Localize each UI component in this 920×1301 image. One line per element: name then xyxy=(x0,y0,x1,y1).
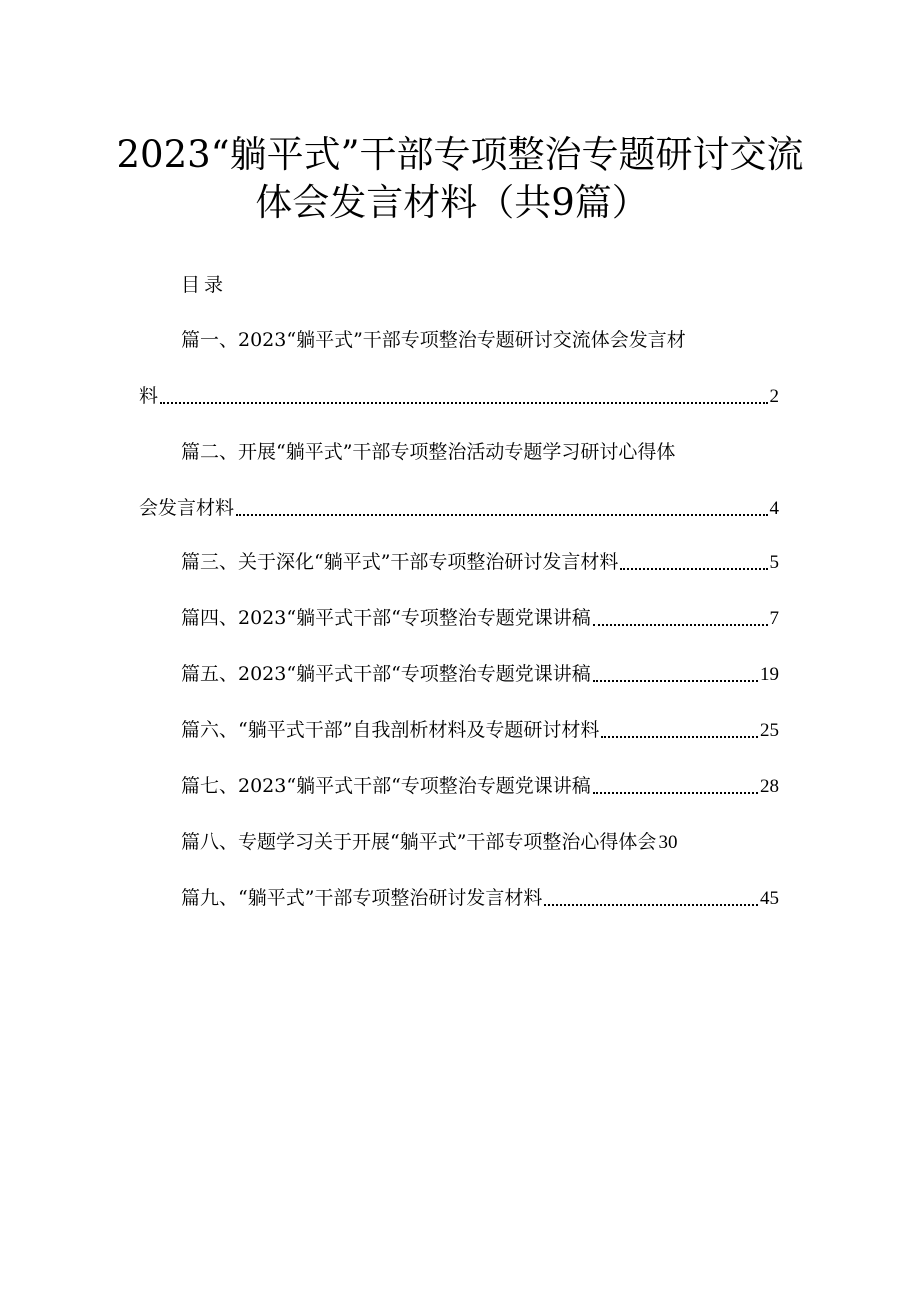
toc-entry-1-line-1[interactable]: 篇一、2023“躺平式”干部专项整治专题研讨交流体会发言材 xyxy=(181,329,686,351)
toc-entry-9[interactable] xyxy=(181,885,779,912)
toc-entry-label: 篇七、2023“躺平式干部“专项整治专题党课讲稿 xyxy=(181,775,591,797)
dot-leader xyxy=(620,568,767,570)
dot-leader xyxy=(593,792,758,794)
toc-page-number: 5 xyxy=(769,552,779,573)
document-title-line-2: 体会发言材料（共9篇） xyxy=(255,181,649,224)
toc-entry-8[interactable] xyxy=(181,829,677,856)
toc-page-number: 30 xyxy=(658,832,678,853)
toc-page-number: 2 xyxy=(769,386,779,407)
dot-leader xyxy=(593,624,768,626)
toc-page-number: 7 xyxy=(769,608,779,629)
toc-entry-5[interactable] xyxy=(181,661,779,688)
toc-entry-7[interactable] xyxy=(181,773,779,800)
toc-entry-label: 会发言材料 xyxy=(139,497,235,519)
toc-entry-label: 篇三、关于深化“躺平式”干部专项整治研讨发言材料 xyxy=(181,551,619,573)
toc-entry-2-line-2[interactable] xyxy=(139,495,779,522)
toc-entry-label: 篇四、2023“躺平式干部“专项整治专题党课讲稿 xyxy=(181,607,591,629)
dot-leader xyxy=(544,904,758,906)
toc-entry-6[interactable] xyxy=(181,717,779,744)
toc-heading: 目录 xyxy=(181,274,228,296)
toc-entry-2-line-1[interactable]: 篇二、开展“躺平式”干部专项整治活动专题学习研讨心得体 xyxy=(181,441,676,463)
toc-page-number: 28 xyxy=(760,776,779,797)
dot-leader xyxy=(160,402,767,404)
toc-entry-1-line-2[interactable] xyxy=(139,383,779,410)
toc-entry-4[interactable] xyxy=(181,605,779,632)
toc-page-number: 25 xyxy=(760,720,779,741)
toc-entry-label: 篇八、专题学习关于开展“躺平式”干部专项整治心得体会 xyxy=(181,831,657,853)
toc-entry-label: 篇九、“躺平式”干部专项整治研讨发言材料 xyxy=(181,887,543,909)
document-title-line-1: 2023“躺平式”干部专项整治专题研讨交流 xyxy=(116,133,804,176)
toc-page-number: 45 xyxy=(760,888,779,909)
toc-page-number: 4 xyxy=(769,498,779,519)
dot-leader xyxy=(236,514,767,516)
toc-entry-label: 料 xyxy=(139,385,159,407)
dot-leader xyxy=(601,736,758,738)
toc-entry-3[interactable] xyxy=(181,549,779,576)
dot-leader xyxy=(593,680,758,682)
toc-page-number: 19 xyxy=(760,664,779,685)
toc-entry-label: 篇五、2023“躺平式干部“专项整治专题党课讲稿 xyxy=(181,663,591,685)
toc-entry-label: 篇六、“躺平式干部”自我剖析材料及专题研讨材料 xyxy=(181,719,600,741)
